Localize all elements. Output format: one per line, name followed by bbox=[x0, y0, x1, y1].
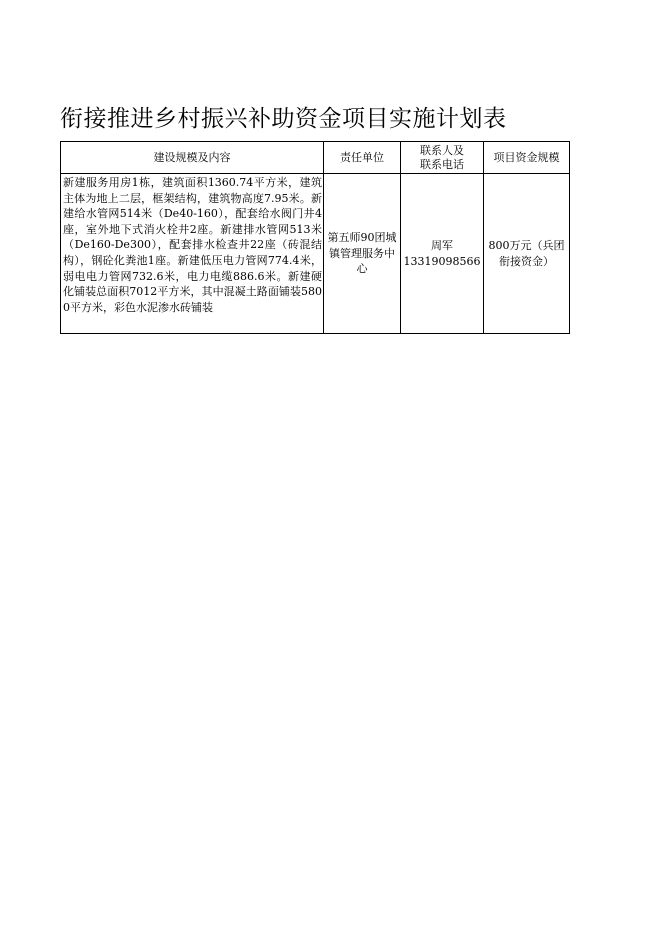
header-unit: 责任单位 bbox=[324, 142, 401, 174]
document-title: 衔接推进乡村振兴补助资金项目实施计划表 bbox=[60, 106, 507, 132]
table-header-row bbox=[61, 142, 570, 174]
cell-funds bbox=[484, 174, 570, 334]
header-contact-line1: 联系人及 bbox=[420, 143, 464, 157]
contact-name: 周军 bbox=[431, 238, 453, 252]
cell-unit bbox=[324, 174, 401, 334]
unit-text: 第五师90团城镇管理服务中心 bbox=[327, 231, 397, 276]
content-text: 新建服务用房1栋，建筑面积1360.74平方米，建筑主体为地上二层，框架结构，建筑物高度7.95米。新建给水管网514米（De40-160），配套给水阀门井4座，室外地下式消火栓井2座。新建排水管网513米（De160-De300），配套排水检查井22座（砖混结构），钢砼化粪池1座。新建低压电力管网774.4米，弱电电力管网732.6米，电力电缆886.6米。新建硬化铺装总面积7012平方米，其中混凝土路面铺装5800平方米，彩色水泥渗水砖铺装 bbox=[63, 176, 322, 314]
table-row bbox=[61, 174, 570, 334]
header-content: 建设规模及内容 bbox=[61, 142, 324, 174]
header-contact-line2: 联系电话 bbox=[420, 157, 464, 171]
header-contact bbox=[401, 142, 484, 174]
header-funds: 项目资金规模 bbox=[484, 142, 570, 174]
plan-table bbox=[60, 141, 570, 334]
cell-contact bbox=[401, 174, 484, 334]
funds-text: 800万元（兵团衔接资金） bbox=[488, 238, 565, 268]
cell-content bbox=[61, 174, 324, 334]
contact-phone: 13319098566 bbox=[403, 254, 481, 268]
